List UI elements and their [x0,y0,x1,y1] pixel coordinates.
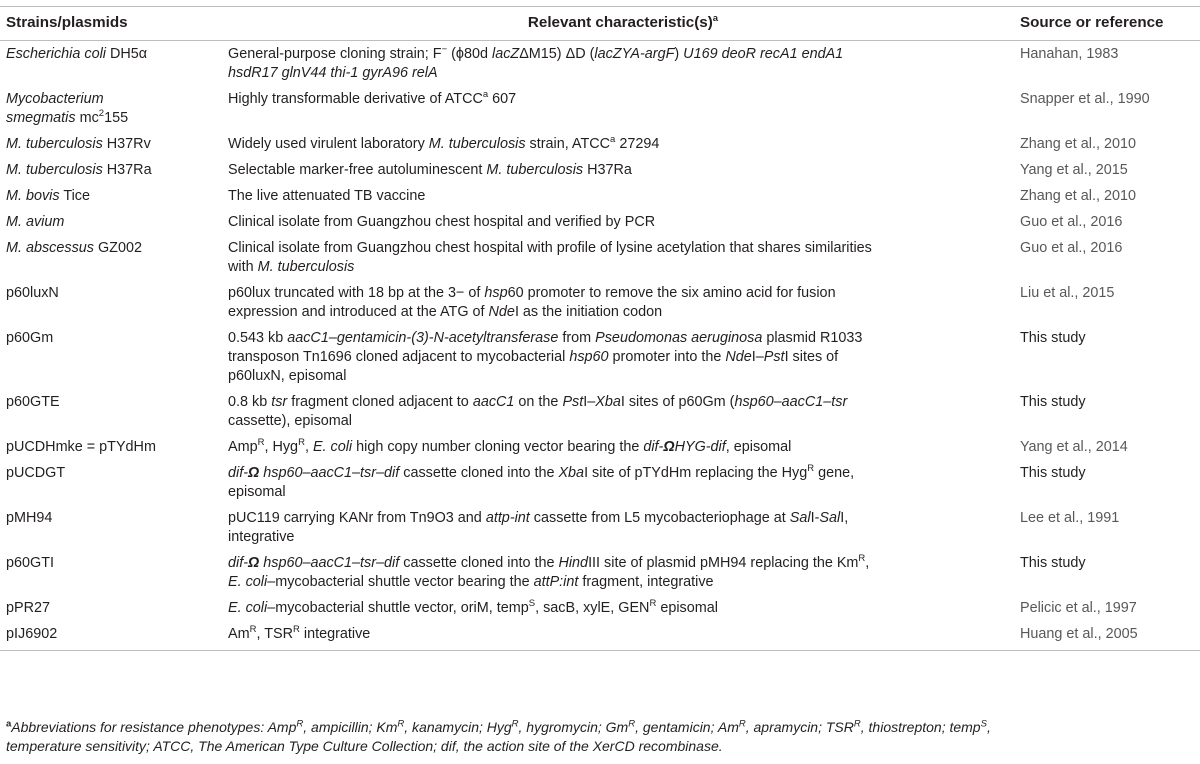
cell-strain: Mycobacterium smegmatis $mc^2155$ [6,91,129,126]
cell-characteristics: Amp$^R$, Hyg$^R$, E. coli high copy number cloning vector bearing the dif-ΩHYG-dif, episomal [228,437,792,455]
cell-characteristics: pUC119 carrying KANr from Tn9O3 and attp-int cassette from L5 mycobacteriophage at SalI-SalI, integrative [228,510,849,545]
table-row [0,460,1200,505]
cell-source: Hanahan, 1983 [1020,46,1119,62]
cell-source: Huang et al., 2005 [1018,621,1200,651]
cell-characteristics: Clinical isolate from Guangzhou chest hospital with profile of lysine acetylation that shares similarities with M. tuberculosis [228,240,872,275]
cell-source: Lee et al., 1991 [1020,510,1120,526]
cell-source: Zhang et al., 2010 [1020,136,1137,152]
cell-strain: p60luxN [6,285,59,301]
cell-characteristics: Widely used virulent laboratory M. tuberculosis strain, ATCC$^a$ 27294 [228,134,660,152]
cell-source: Liu et al., 2015 [1020,285,1115,301]
table-row [0,505,1200,550]
cell-characteristics: Selectable marker-free autoluminescent M. tuberculosis H37Ra [228,162,632,178]
table-row [0,209,1200,235]
cell-strain: pMH94 [6,510,53,526]
cell-source: Guo et al., 2016 [1020,240,1123,256]
cell-characteristics: E. coli–mycobacterial shuttle vector, oriM, temp$^S$, sacB, xylE, $GEN^R$ episomal [228,598,718,616]
cell-strain: M. tuberculosis H37Rv [6,136,151,152]
cell-source: This study [1020,555,1086,571]
cell-source: Yang et al., 2015 [1020,162,1128,178]
table-row [0,434,1200,460]
header-strain [0,7,228,41]
table-row [0,595,1200,621]
table-footnote: $^a$Abbreviations for resistance phenotypes: Amp$^R$, ampicillin; $Km^R$, kanamycin; Hyg$^R$, hygromycin; $Gm^R$, gentamicin; $Am^R$, apramycin; $TSR^R$, thiostrepton; temp$^S$, temperature sensitivity; ATCC, The American Type Culture Collection; dif, the action site of the XerCD recombinase. [6,718,991,754]
cell-characteristics: General-purpose cloning strain; F− (ϕ80d lacZΔM15) ΔD (lacZYA-argF) U169 deoR recA1 endA1 hsdR17 glnV44 thi-1 gyrA96 relA [228,44,844,81]
header-strain-label: Strains/plasmids [6,14,128,31]
header-source-label: Source or reference [1020,14,1164,31]
table-body [0,41,1200,651]
cell-source: This study [1020,330,1086,346]
cell-source: This study [1020,394,1086,410]
cell-characteristics: p60lux truncated with 18 bp at the 3− of hsp60 promoter to remove the six amino acid for fusion expression and introduced at the ATG of NdeI as the initiation codon [228,285,836,320]
cell-characteristics: Highly transformable derivative of ATCC$^a$ 607 [228,89,517,107]
cell-strain: pUCDGT [6,465,66,481]
table-row [0,183,1200,209]
cell-source: This study [1020,465,1086,481]
cell-source: Snapper et al., 1990 [1020,91,1150,107]
cell-strain: M. avium [6,214,65,230]
table-row [0,325,1200,389]
cell-characteristics: The live attenuated TB vaccine [228,188,426,204]
cell-strain: Escherichia coli DH5α [6,46,148,62]
cell-strain: p60GTI [6,555,54,571]
table-header [0,7,1200,41]
cell-strain: M. tuberculosis H37Ra [6,162,152,178]
cell-strain: p60Gm [6,330,54,346]
cell-characteristics: dif-Ω hsp60–aacC1–tsr–dif cassette cloned into the HindIII site of plasmid pMH94 replacing the $Km^R$, E. coli–mycobacterial shuttle vector bearing the attP:int fragment, integrative [228,553,870,590]
table-row [0,280,1200,325]
cell-source: Guo et al., 2016 [1020,214,1123,230]
cell-strain: pIJ6902 [0,621,228,651]
table-row [0,621,1200,651]
cell-strain: pUCDHmke = pTYdHm [6,439,156,455]
table-row [0,86,1200,131]
table-row [0,41,1200,87]
table-row [0,550,1200,595]
table-row [0,389,1200,434]
cell-source: Pelicic et al., 1997 [1020,600,1137,616]
cell-characteristics: 0.543 kb aacC1–gentamicin-(3)-N-acetyltransferase from Pseudomonas aeruginosa plasmid R1033 transposon Tn1696 cloned adjacent to mycobacterial hsp60 promoter into the NdeI–PstI sites of p60luxN, episomal [228,330,863,384]
cell-characteristics: $Am^R$, $TSR^R$ integrative [228,621,1018,651]
cell-strain: M. abscessus GZ002 [6,240,142,256]
table-row [0,235,1200,280]
header-source [1018,7,1200,41]
cell-source: Yang et al., 2014 [1020,439,1128,455]
cell-source: Zhang et al., 2010 [1020,188,1137,204]
cell-characteristics: Clinical isolate from Guangzhou chest hospital and verified by PCR [228,214,656,230]
cell-strain: pPR27 [6,600,51,616]
table-row [0,131,1200,157]
header-footnote-mark: a [712,12,719,24]
table-row [0,157,1200,183]
header-characteristics-label: Relevant characteristic(s) [527,14,713,31]
cell-characteristics: 0.8 kb tsr fragment cloned adjacent to aacC1 on the PstI–XbaI sites of p60Gm (hsp60–aacC1–tsr cassette), episomal [228,394,848,429]
cell-strain: p60GTE [6,394,60,410]
strains-table [0,6,1200,651]
header-characteristics [228,7,1018,41]
cell-strain: M. bovis Tice [6,188,90,204]
cell-characteristics: dif-Ω hsp60–aacC1–tsr–dif cassette cloned into the XbaI site of pTYdHm replacing the Hyg$^R$ gene, episomal [228,463,855,500]
